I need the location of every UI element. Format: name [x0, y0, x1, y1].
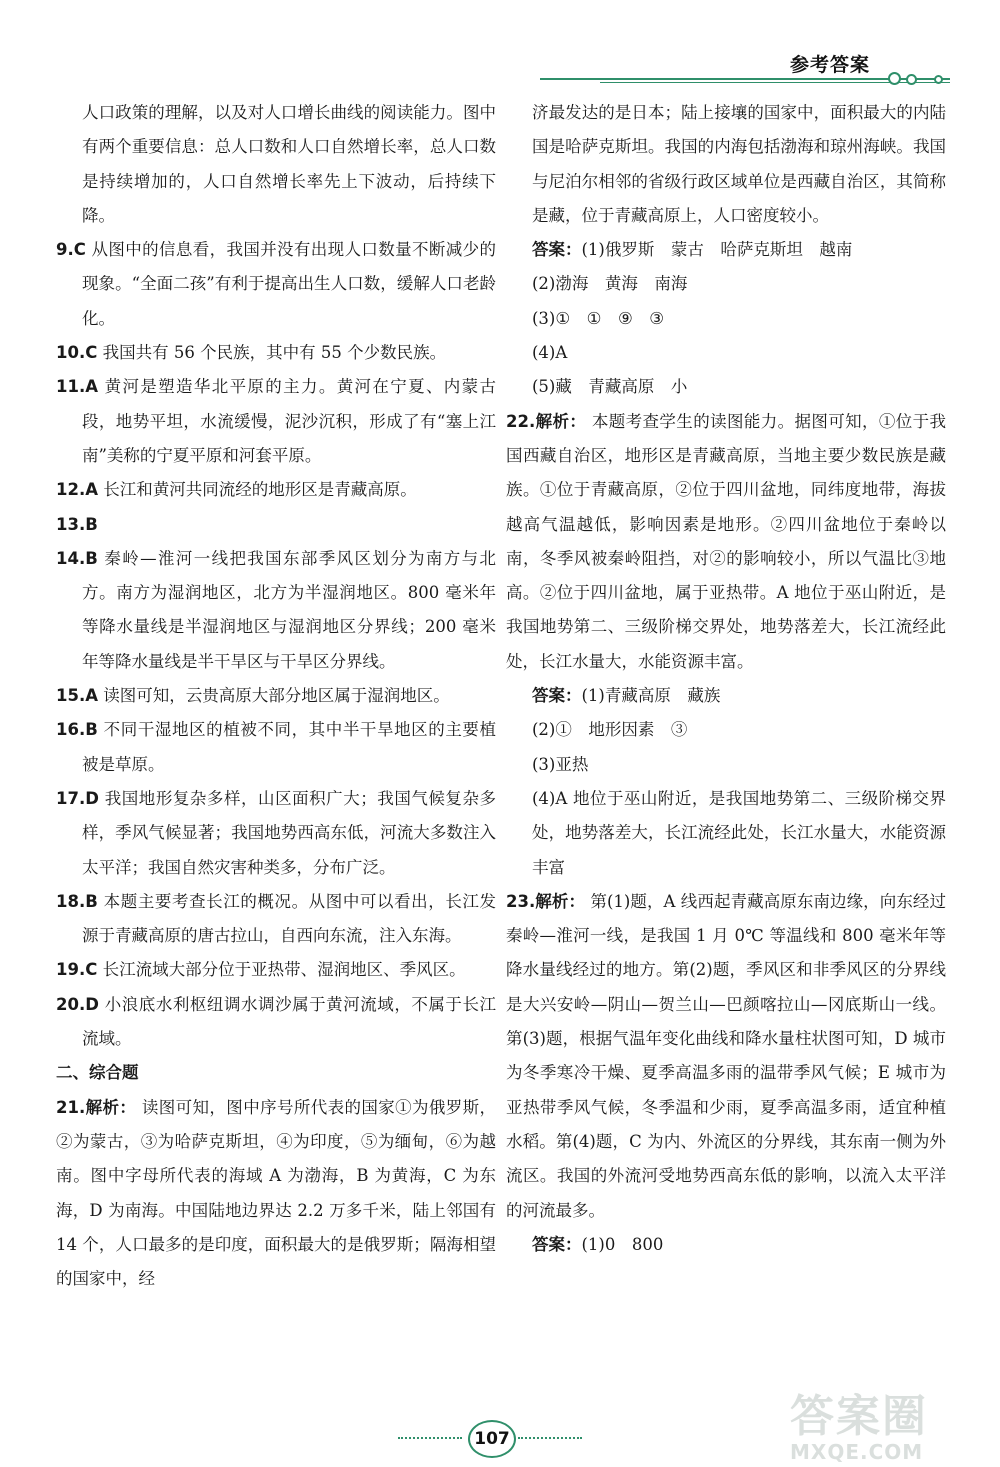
watermark-bottom: MXQE.COM	[790, 1440, 924, 1464]
item-text: 从图中的信息看，我国并没有出现人口数量不断减少的现象。“全面二孩”有利于提高出生人口数，缓解人口老龄化。	[82, 240, 497, 328]
continuation-text: (5)藏 青藏高原 小	[532, 377, 688, 397]
item-number: 18.B	[56, 891, 98, 911]
header-title: 参考答案	[789, 54, 870, 76]
page-footer	[390, 1418, 590, 1458]
item-text: 第(1)题，A 线西起青藏高原东南边缘，向东经过秦岭—淮河一线，是我国 1 月 0℃ 等温线和 800 毫米年等降水量线经过的地方。第(2)题，季风区和非季风区的分界线是大兴安岭—阴山—贺兰山—巴颜喀拉山—冈底斯山一线。第(3)题，根据气温年变化曲线和降水量柱状图可知，D 城市为冬季寒冷干燥、夏季高温多雨的温带季风气候；E 城市为亚热带季风气候，冬季温和少雨，夏季高温多雨，适宜种植水稻。第(4)题，C 为内、外流区的分界线，其东南一侧为外流区。我国的外流河受地势西高东低的影响，以流入太平洋的河流最多。	[506, 891, 946, 1220]
answer-line	[506, 1228, 946, 1262]
item-number: 20.D	[56, 994, 99, 1014]
header-circle-icon	[934, 75, 943, 84]
answer-text: (1)俄罗斯 蒙古 哈萨克斯坦 越南	[581, 240, 853, 260]
continuation-text: (4)A 地位于巫山附近，是我国地势第二、三级阶梯交界处，地势落差大，长江流经此处，长江水量大，水能资源丰富	[532, 788, 946, 877]
answer-item	[56, 1091, 496, 1297]
item-text: 本题主要考查长江的概况。从图中可以看出，长江发源于青藏高原的唐古拉山，自西向东流，注入东海。	[82, 891, 497, 946]
answer-item	[56, 473, 496, 507]
item-number: 9.C	[56, 240, 86, 260]
left-column	[56, 96, 496, 1296]
answer-item	[56, 782, 496, 885]
answer-item	[56, 508, 496, 542]
page-header	[540, 48, 960, 88]
item-number: 12.A	[56, 480, 98, 500]
watermark-logo	[790, 1380, 990, 1464]
item-text: 本题考查学生的读图能力。据图可知，①位于我国西藏自治区，地形区是青藏高原，当地主要少数民族是藏族。①位于青藏高原，②位于四川盆地，同纬度地带，海拔越高气温越低，影响因素是地形。②四川盆地位于秦岭以南，冬季风被秦岭阻挡，对②的影响较小，所以气温比③地高。②位于四川盆地，属于亚热带。A 地位于巫山附近，是我国地势第二、三级阶梯交界处，地势落差大，长江流经此处，长江水量大，水能资源丰富。	[506, 411, 947, 671]
header-circle-icon	[906, 74, 917, 85]
item-number: 14.B	[56, 548, 98, 568]
answer-label: 答案：	[532, 686, 582, 706]
item-text: 不同干湿地区的植被不同，其中半干旱地区的主要植被是草原。	[82, 720, 497, 774]
item-number: 17.D	[56, 788, 99, 808]
answer-item	[56, 233, 496, 336]
answer-item	[56, 542, 496, 679]
right-column	[506, 96, 946, 1262]
answer-item	[506, 405, 946, 679]
page-number: 107	[468, 1420, 516, 1458]
item-number: 15.A	[56, 686, 98, 706]
answer-label: 答案：	[532, 1234, 582, 1254]
item-text: 读图可知，云贵高原大部分地区属于湿润地区。	[103, 686, 450, 706]
item-text: 小浪底水利枢纽调水调沙属于黄河流域，不属于长江流域。	[82, 994, 496, 1049]
answer-item	[56, 713, 496, 782]
continuation-text: (4)A	[532, 343, 568, 363]
answer-label: 答案：	[532, 240, 582, 260]
item-number: 21.解析：	[56, 1097, 137, 1117]
answer-text: (1)青藏高原 藏族	[581, 686, 721, 706]
footer-dots-left	[398, 1437, 462, 1439]
answer-text: (1)0 800	[581, 1234, 664, 1254]
answer-item	[56, 336, 496, 370]
continuation-text: (2)① 地形因素 ③	[532, 720, 688, 740]
item-text: 长江和黄河共同流经的地形区是青藏高原。	[103, 480, 417, 500]
section-heading: 二、综合题	[56, 1063, 139, 1083]
header-circle-icon	[888, 72, 901, 85]
continuation-text: 济最发达的是日本；陆上接壤的国家中，面积最大的内陆国是哈萨克斯坦。我国的内海包括渤海和琼州海峡。我国与尼泊尔相邻的省级行政区域单位是西藏自治区，其简称是藏，位于青藏高原上，人口密度较小。	[532, 103, 946, 225]
continuation-text: (3)① ① ⑨ ③	[532, 308, 665, 328]
item-number: 10.C	[56, 343, 98, 363]
continuation-text: (2)渤海 黄海 南海	[532, 274, 688, 294]
item-number: 19.C	[56, 960, 98, 980]
continuation-text: 人口政策的理解，以及对人口增长曲线的阅读能力。图中有两个重要信息：总人口数和人口自然增长率，总人口数是持续增加的，人口自然增长率先上下波动，后持续下降。	[82, 103, 496, 225]
item-text: 秦岭—淮河一线把我国东部季风区划分为南方与北方。南方为湿润地区，北方为半湿润地区。800 毫米年等降水量线是半湿润地区与湿润地区分界线；200 毫米年等降水量线是半干旱区与干旱区分界线。	[82, 548, 496, 671]
answer-item	[56, 953, 496, 987]
item-number: 11.A	[56, 377, 98, 397]
item-number: 16.B	[56, 720, 98, 740]
item-text: 我国共有 56 个民族，其中有 55 个少数民族。	[102, 343, 447, 363]
item-text: 我国地形复杂多样，山区面积广大；我国气候复杂多样，季风气候显著；我国地势西高东低，河流大多数注入太平洋；我国自然灾害种类多，分布广泛。	[82, 788, 496, 877]
answer-item	[56, 988, 496, 1057]
answer-item	[56, 370, 496, 473]
item-text: 长江流域大部分位于亚热带、湿润地区、季风区。	[102, 960, 466, 980]
footer-dots-right	[518, 1437, 582, 1439]
item-text: 黄河是塑造华北平原的主力。黄河在宁夏、内蒙古段，地势平坦，水流缓慢，泥沙沉积，形成了有“塞上江南”美称的宁夏平原和河套平原。	[82, 377, 497, 465]
item-text: 读图可知，图中序号所代表的国家①为俄罗斯，②为蒙古，③为哈萨克斯坦，④为印度，⑤为缅甸，⑥为越南。图中字母所代表的海域 A 为渤海，B 为黄海，C 为东海，D 为南海。中国陆地边界达 2.2 万多千米，陆上邻国有 14 个，人口最多的是印度，面积最大的是俄罗斯；隔海相望的国家中，经	[56, 1097, 497, 1289]
watermark-top: 答案圈	[790, 1391, 928, 1442]
answer-item	[56, 679, 496, 713]
answer-line	[506, 233, 946, 267]
continuation-text: (3)亚热	[532, 754, 589, 774]
answer-item	[56, 885, 496, 954]
answer-line	[506, 679, 946, 713]
item-number: 22.解析：	[506, 411, 587, 431]
item-number: 23.解析：	[506, 891, 586, 911]
item-number: 13.B	[56, 514, 98, 534]
answer-item	[506, 885, 946, 1228]
